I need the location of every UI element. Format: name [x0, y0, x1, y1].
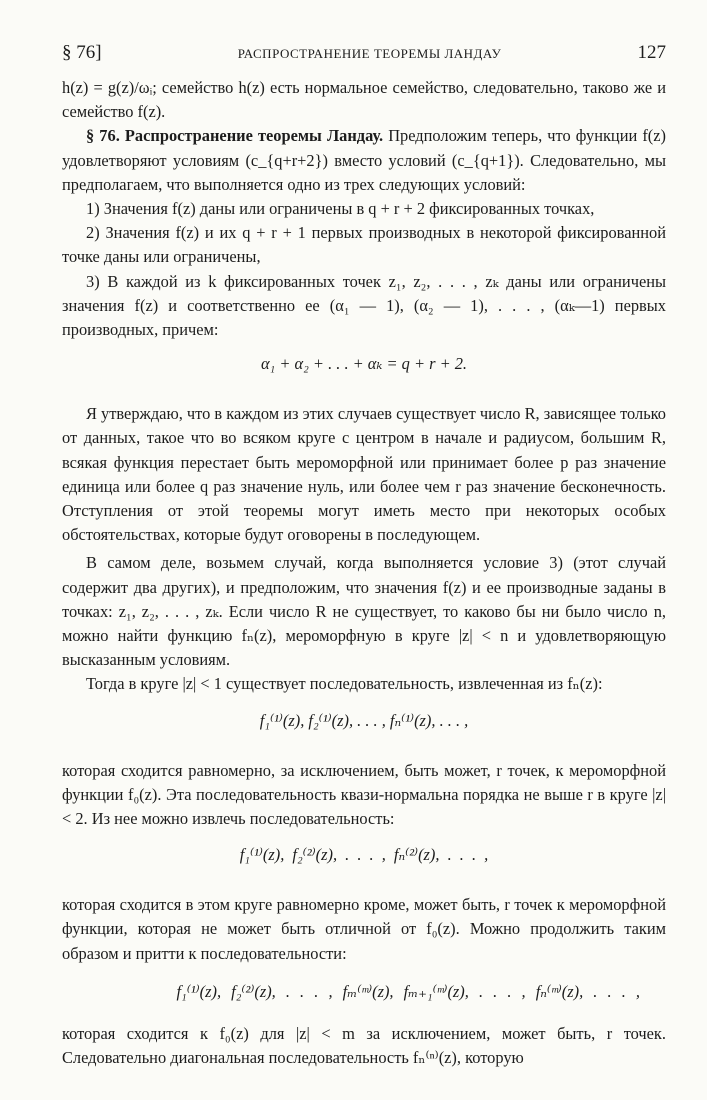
- paragraph-sequence: Тогда в круге |z| < 1 существует последовательность, извлеченная из fₙ(z):: [86, 674, 603, 694]
- paragraph-quasi-normal: которая сходится равномерно, за исключением, быть может, r точек, к мероморфной функции f₀(z). Эта последовательность квази-нормальна порядка не выше r в круге |z| < 2. Из нее можно извлечь последовательность:: [62, 760, 666, 829]
- formula-sequence-2: f₁⁽¹⁾(z), f₂⁽²⁾(z), . . . , fₙ⁽²⁾(z), . . . ,: [239, 845, 489, 865]
- formula-sequence-m: f₁⁽¹⁾(z), f₂⁽²⁾(z), . . . , fₘ⁽ᵐ⁾(z), fₘ₊₁⁽ᵐ⁾(z), . . . , fₙ⁽ᵐ⁾(z), . . . ,: [176, 981, 640, 1001]
- section-ref: § 76]: [62, 42, 102, 63]
- paragraph-hz: h(z) = g(z)/ωᵢ; семейство h(z) есть нормальное семейство, следовательно, таково же и семейство f(z).: [62, 78, 666, 122]
- section-intro-text: Предположим теперь, что функции f(z) удовлетворяют условиям (c_{q+r+2}) вместо условий (c_{q+1}). Следовательно, мы предполагаем, что выполняется одно из трех следующих условий:: [62, 126, 667, 194]
- section-76-intro: [62, 124, 666, 197]
- condition-3: 3) В каждой из k фиксированных точек z₁, z₂, . . . , zₖ даны или ограничены значения f(z) и соответственно ее (α₁ — 1), (α₂ — 1), . . . , (αₖ—1) первых производных, причем:: [62, 271, 666, 340]
- book-page: [62, 42, 666, 1070]
- running-title: РАСПРОСТРАНЕНИЕ ТЕОРЕМЫ ЛАНДАУ: [237, 46, 502, 61]
- paragraph-proof: В самом деле, возьмем случай, когда выполняется условие 3) (этот случай содержит два других), и предположим, что значения f(z) и ее производные заданы в точках: z₁, z₂, . . . , zₖ. Если число R не существует, то каково бы ни было число n, можно найти функцию fₙ(z), мероморфную в круге |z| < n и удовлетворяющую высказанным условиям.: [62, 553, 666, 670]
- page-number: 127: [637, 42, 666, 63]
- paragraph-diagonal: которая сходится к f₀(z) для |z| < m за исключением, может быть, r точек. Следовательно диагональная последовательность fₙ⁽ⁿ⁾(z), которую: [62, 1023, 666, 1068]
- page-header: [62, 42, 666, 76]
- condition-2: 2) Значения f(z) и их q + r + 1 первых производных в некоторой фиксированной точке даны или ограничены,: [62, 223, 666, 267]
- condition-1: 1) Значения f(z) даны или ограничены в q + r + 2 фиксированных точках,: [86, 199, 595, 219]
- paragraph-claim: Я утверждаю, что в каждом из этих случаев существует число R, зависящее только от данных, такое что во всяком круге с центром в начале и радиусом, большим R, всякая функция перестает быть мероморфной или принимает более p раз значение единица или более q раз значение нуль, или более чем r раз значение бесконечность. Отступления от этой теоремы могут иметь место при некоторых особых обстоятельствах, которые будут оговорены в последующем.: [62, 404, 666, 545]
- formula-sequence-1: f₁⁽¹⁾(z), f₂⁽¹⁾(z), . . . , fₙ⁽¹⁾(z), . . . ,: [259, 710, 469, 730]
- paragraph-continue: которая сходится в этом круге равномерно кроме, может быть, r точек к мероморфной функции, которая не может быть отличной от f₀(z). Можно продолжить таким образом и притти к последовательности:: [62, 895, 666, 963]
- section-heading: § 76. Распространение теоремы Ландау.: [86, 126, 384, 146]
- formula-alpha-sum: α₁ + α₂ + . . . + αₖ = q + r + 2.: [260, 354, 468, 374]
